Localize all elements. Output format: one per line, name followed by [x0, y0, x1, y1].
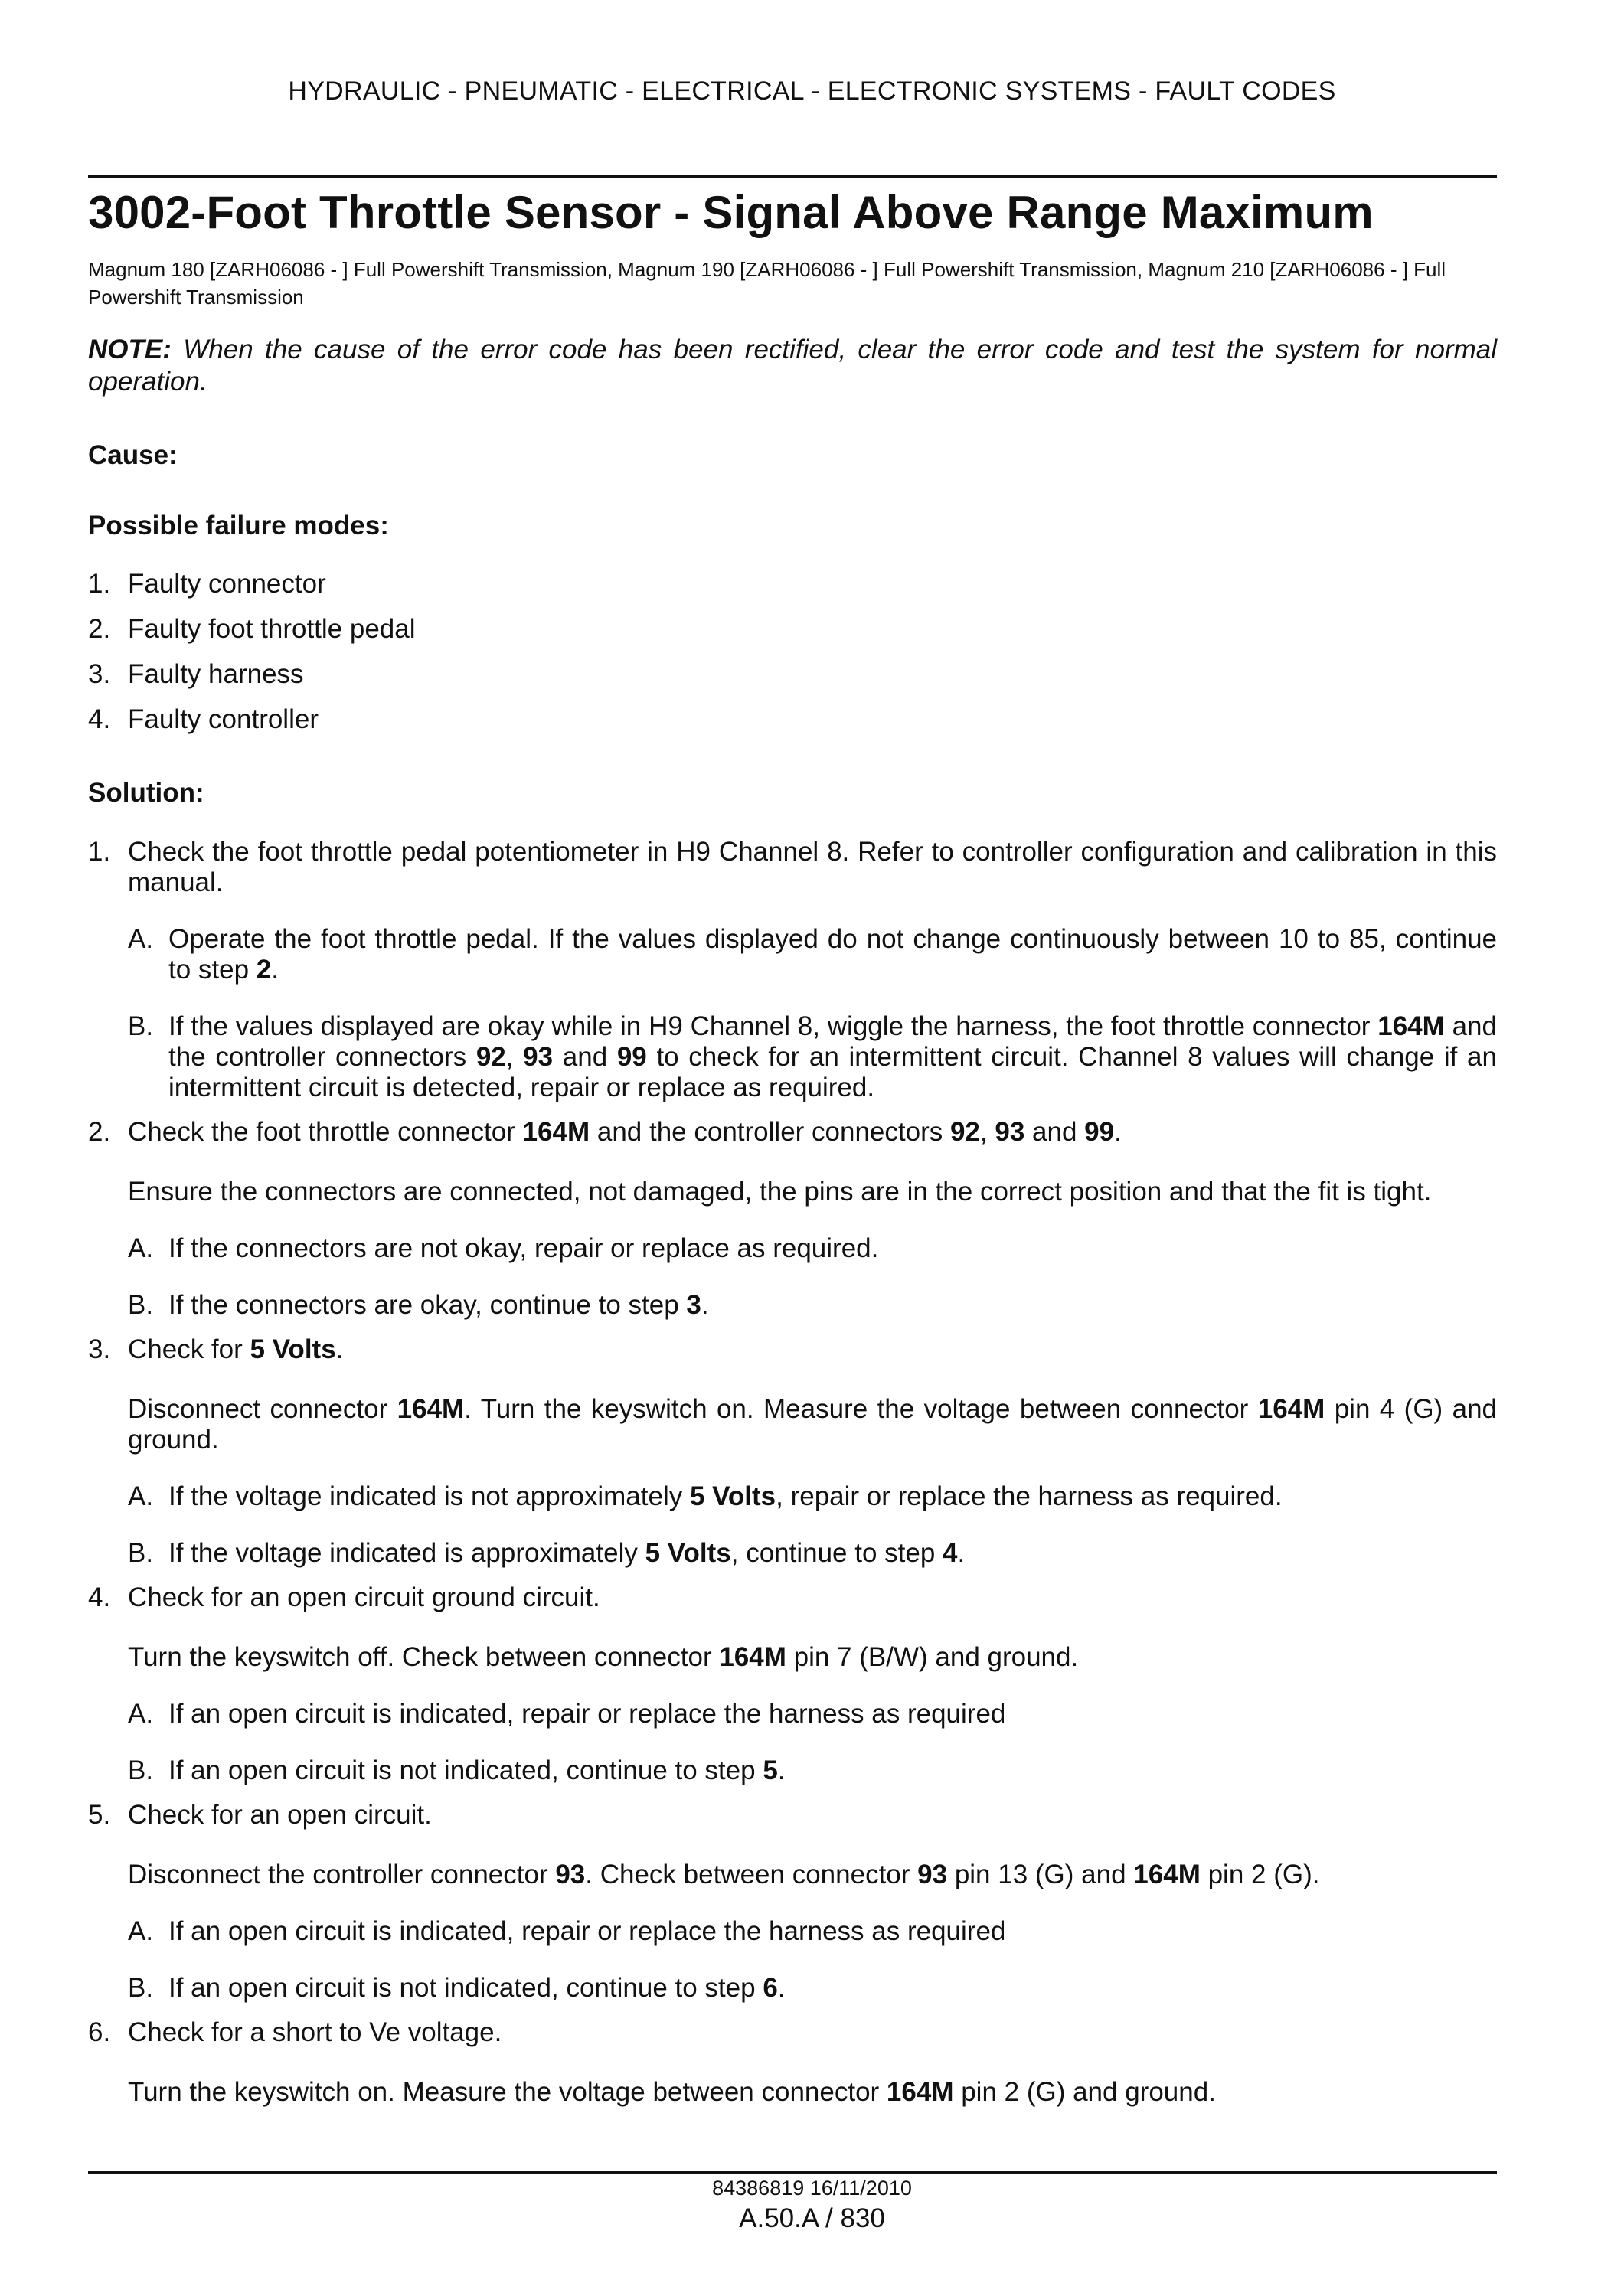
- sub-step-label: B.: [128, 1755, 154, 1785]
- failure-mode-number: 4.: [88, 704, 111, 734]
- sub-step: [128, 1290, 1497, 1321]
- failure-mode-item: [88, 613, 1497, 645]
- sub-step-label: A.: [128, 1699, 154, 1729]
- page-content: [88, 182, 1497, 2121]
- text-run: Disconnect the controller connector: [128, 1860, 556, 1889]
- text-run: pin 7 (B/W) and ground.: [786, 1642, 1079, 1672]
- note-paragraph: [88, 334, 1497, 398]
- step-instruction: [128, 1334, 1497, 1365]
- solution-step: [88, 1800, 1497, 2004]
- running-header: HYDRAULIC - PNEUMATIC - ELECTRICAL - ELECTRONIC SYSTEMS - FAULT CODES: [288, 77, 1336, 106]
- sub-step: [128, 1699, 1497, 1729]
- bold-run: 164M: [397, 1394, 465, 1424]
- text-run: to check for an intermittent circuit. Channel 8 values will change if an intermittent circuit is detected, repair or replace as required.: [168, 1042, 1497, 1102]
- text-run: . Check between connector: [585, 1860, 918, 1889]
- sub-step-text: [168, 1699, 1005, 1729]
- text-run: If the connectors are okay, continue to step: [168, 1290, 687, 1320]
- text-run: ,: [979, 1117, 995, 1147]
- bold-run: 92: [475, 1042, 506, 1072]
- text-run: ,: [505, 1042, 524, 1072]
- text-run: If an open circuit is not indicated, continue to step: [168, 1973, 763, 2003]
- sub-step-label: B.: [128, 1011, 154, 1041]
- text-run: If the voltage indicated is approximately: [168, 1538, 645, 1568]
- step-number: 4.: [88, 1582, 111, 1612]
- failure-mode-number: 2.: [88, 614, 111, 644]
- failure-mode-text: Faulty foot throttle pedal: [128, 614, 416, 644]
- failure-mode-item: [88, 658, 1497, 691]
- bold-run: 164M: [522, 1117, 590, 1147]
- bold-run: 5 Volts: [645, 1538, 731, 1568]
- text-run: and the controller connectors: [168, 1011, 1497, 1072]
- sub-step: [128, 1481, 1497, 1512]
- solution-steps-list: [88, 837, 1497, 2108]
- text-run: .: [1114, 1117, 1122, 1147]
- solution-step: [88, 2017, 1497, 2108]
- sub-step-label: B.: [128, 1538, 154, 1568]
- footer-doc-code: 84386819 16/11/2010: [712, 2177, 912, 2200]
- bold-run: 2: [256, 955, 272, 985]
- text-run: pin 2 (G).: [1200, 1860, 1320, 1889]
- step-number: 3.: [88, 1334, 111, 1364]
- bold-run: 5 Volts: [250, 1334, 336, 1364]
- sub-step: [128, 1755, 1497, 1786]
- sub-step-text: [168, 924, 1497, 985]
- step-detail: [128, 1860, 1497, 1890]
- step-number: 6.: [88, 2017, 111, 2047]
- bold-run: 93: [555, 1860, 586, 1889]
- applicability-text: Magnum 180 [ZARH06086 - ] Full Powershift Transmission, Magnum 190 [ZARH06086 - ] Full Powershift Transmission, Magnum 210 [ZARH06086 - ] Full Powershift Transmission: [88, 258, 1446, 309]
- header-rule: [88, 175, 1497, 178]
- step-number: 5.: [88, 1800, 111, 1830]
- text-run: Operate the foot throttle pedal. If the values displayed do not change continuously between 10 to 85, continue to step: [168, 924, 1497, 985]
- step-instruction: [128, 2017, 1497, 2048]
- sub-step-label: A.: [128, 924, 154, 954]
- bold-run: 93: [523, 1042, 554, 1072]
- text-run: and: [553, 1042, 617, 1072]
- sub-step-label: B.: [128, 1290, 154, 1320]
- bold-run: 164M: [1257, 1394, 1325, 1424]
- step-detail: [128, 2077, 1497, 2108]
- bold-run: 3: [686, 1290, 701, 1320]
- failure-modes-heading: Possible failure modes:: [88, 511, 389, 541]
- text-run: Turn the keyswitch off. Check between connector: [128, 1642, 720, 1672]
- sub-step-text: [168, 1755, 786, 1785]
- bold-run: 92: [949, 1117, 980, 1147]
- sub-step-text: [168, 1233, 878, 1263]
- step-number: 2.: [88, 1117, 111, 1147]
- text-run: .: [777, 1755, 786, 1785]
- text-run: pin 13 (G) and: [947, 1860, 1134, 1889]
- step-instruction: [128, 1117, 1497, 1148]
- bold-run: 4: [943, 1538, 958, 1568]
- text-run: Check the foot throttle pedal potentiometer in H9 Channel 8. Refer to controller configuration and calibration in this manual.: [128, 837, 1497, 897]
- bold-run: 93: [917, 1860, 948, 1889]
- sub-step-list: [128, 1916, 1497, 2004]
- text-run: If the voltage indicated is not approximately: [168, 1481, 690, 1511]
- text-run: Check the foot throttle connector: [128, 1117, 523, 1147]
- sub-step-label: A.: [128, 1916, 154, 1946]
- solution-heading: Solution:: [88, 778, 204, 808]
- failure-mode-text: Faulty controller: [128, 704, 319, 734]
- sub-step: [128, 1538, 1497, 1569]
- text-run: If an open circuit is not indicated, continue to step: [168, 1755, 763, 1785]
- solution-step: [88, 1582, 1497, 1786]
- text-run: Check for an open circuit ground circuit.: [128, 1582, 600, 1612]
- sub-step-list: [128, 1481, 1497, 1569]
- text-run: Check for an open circuit.: [128, 1800, 432, 1830]
- footer-page-ref: A.50.A / 830: [739, 2203, 885, 2233]
- bold-run: 5: [763, 1755, 778, 1785]
- text-run: and the controller connectors: [590, 1117, 950, 1147]
- step-detail: [128, 1177, 1497, 1207]
- step-detail: [128, 1642, 1497, 1673]
- sub-step-label: A.: [128, 1233, 154, 1263]
- sub-step-text: [168, 1973, 786, 2003]
- text-run: .: [701, 1290, 709, 1320]
- sub-step-text: [168, 1916, 1005, 1946]
- sub-step-list: [128, 1233, 1497, 1321]
- bold-run: 93: [995, 1117, 1025, 1147]
- text-run: Disconnect connector: [128, 1394, 397, 1424]
- bold-run: 164M: [1377, 1011, 1445, 1041]
- text-run: .: [957, 1538, 966, 1568]
- text-run: , continue to step: [730, 1538, 943, 1568]
- solution-step: [88, 837, 1497, 1103]
- text-run: pin 4 (G) and ground.: [128, 1394, 1498, 1455]
- sub-step-text: [168, 1481, 1283, 1511]
- sub-step-text: [168, 1538, 965, 1568]
- text-run: .: [271, 955, 279, 985]
- sub-step: [128, 1973, 1497, 2004]
- step-detail: [128, 1394, 1497, 1455]
- text-run: If the values displayed are okay while in H9 Channel 8, wiggle the harness, the foot throttle connector: [168, 1011, 1378, 1041]
- text-run: .: [335, 1334, 344, 1364]
- sub-step-list: [128, 1699, 1497, 1786]
- sub-step-text: [168, 1290, 709, 1320]
- bold-run: 99: [1084, 1117, 1115, 1147]
- text-run: .: [777, 1973, 786, 2003]
- sub-step: [128, 1233, 1497, 1264]
- failure-mode-text: Faulty harness: [128, 659, 304, 689]
- bold-run: 6: [763, 1973, 778, 2003]
- text-run: Ensure the connectors are connected, not damaged, the pins are in the correct position and that the fit is tight.: [128, 1177, 1432, 1207]
- sub-step-label: B.: [128, 1973, 154, 2003]
- cause-heading: Cause:: [88, 440, 178, 470]
- text-run: and: [1024, 1117, 1085, 1147]
- bold-run: 99: [616, 1042, 647, 1072]
- failure-mode-number: 3.: [88, 659, 111, 689]
- sub-step-label: A.: [128, 1481, 154, 1511]
- bold-run: 164M: [886, 2077, 954, 2107]
- text-run: If an open circuit is indicated, repair or replace the harness as required: [168, 1916, 1006, 1946]
- step-instruction: [128, 1800, 1497, 1831]
- bold-run: 5 Volts: [689, 1481, 776, 1511]
- text-run: Check for a short to Ve voltage.: [128, 2017, 502, 2047]
- text-run: , repair or replace the harness as required.: [776, 1481, 1283, 1511]
- failure-mode-text: Faulty connector: [128, 569, 326, 599]
- note-text: When the cause of the error code has been rectified, clear the error code and test the system for normal operation.: [88, 335, 1497, 397]
- sub-step-list: [128, 924, 1497, 1103]
- note-label: NOTE:: [88, 335, 172, 364]
- sub-step: [128, 1011, 1497, 1103]
- step-number: 1.: [88, 837, 111, 867]
- solution-step: [88, 1117, 1497, 1321]
- text-run: Turn the keyswitch on. Measure the voltage between connector: [128, 2077, 887, 2107]
- failure-modes-list: [88, 568, 1497, 736]
- failure-mode-number: 1.: [88, 569, 111, 599]
- text-run: pin 2 (G) and ground.: [953, 2077, 1216, 2107]
- sub-step-text: [168, 1011, 1497, 1102]
- sub-step: [128, 924, 1497, 985]
- bold-run: 164M: [1133, 1860, 1201, 1889]
- sub-step: [128, 1916, 1497, 1947]
- step-instruction: [128, 837, 1497, 898]
- failure-mode-item: [88, 568, 1497, 600]
- text-run: . Turn the keyswitch on. Measure the voltage between connector: [464, 1394, 1258, 1424]
- text-run: Check for: [128, 1334, 250, 1364]
- text-run: If an open circuit is indicated, repair or replace the harness as required: [168, 1699, 1006, 1729]
- footer-rule: [88, 2171, 1497, 2174]
- step-instruction: [128, 1582, 1497, 1613]
- failure-mode-item: [88, 704, 1497, 736]
- bold-run: 164M: [719, 1642, 786, 1672]
- page-title: 3002-Foot Throttle Sensor - Signal Above Range Maximum: [88, 187, 1374, 238]
- text-run: If the connectors are not okay, repair or replace as required.: [168, 1233, 879, 1263]
- solution-step: [88, 1334, 1497, 1569]
